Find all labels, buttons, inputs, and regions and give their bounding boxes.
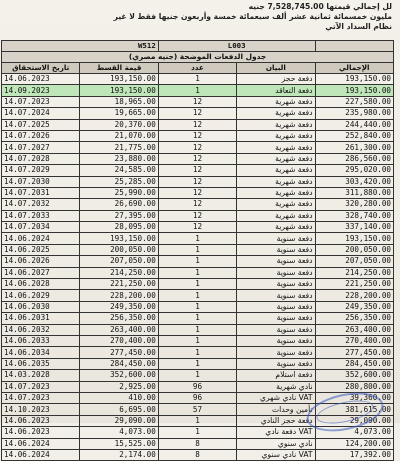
row-date: 14.06.2030 bbox=[2, 301, 80, 312]
table-row bbox=[2, 449, 394, 460]
row-amount: 410.00 bbox=[80, 392, 158, 403]
row-amount: 284,450.00 bbox=[80, 358, 158, 369]
row-description: دفعة سنوية bbox=[237, 244, 315, 255]
row-amount: 20,370.00 bbox=[80, 119, 158, 130]
col-desc-header: البيان bbox=[237, 63, 315, 74]
row-total: 303,420.00 bbox=[315, 176, 393, 187]
row-date: 14.07.2029 bbox=[2, 165, 80, 176]
header-total-suffix: جنيه bbox=[248, 2, 265, 11]
row-count: 8 bbox=[158, 438, 236, 449]
row-date: 14.06.2029 bbox=[2, 290, 80, 301]
col-total-header: الإجمالي bbox=[315, 63, 393, 74]
row-date: 14.07.2032 bbox=[2, 199, 80, 210]
row-total: 286,560.00 bbox=[315, 153, 393, 164]
row-amount: 2,925.00 bbox=[80, 381, 158, 392]
row-description: دفعة شهرية bbox=[237, 153, 315, 164]
table-row bbox=[2, 279, 394, 290]
row-amount: 19,665.00 bbox=[80, 108, 158, 119]
row-count: 8 bbox=[158, 449, 236, 460]
document-header bbox=[8, 2, 392, 32]
row-description: دفعة سنوية bbox=[237, 279, 315, 290]
row-amount: 27,395.00 bbox=[80, 210, 158, 221]
row-total: 320,280.00 bbox=[315, 199, 393, 210]
meta-empty bbox=[315, 41, 393, 52]
table-row bbox=[2, 142, 394, 153]
row-description: دفعة سنوية bbox=[237, 358, 315, 369]
row-total: 193,150.00 bbox=[315, 233, 393, 244]
row-description: تأمين وحدات bbox=[237, 404, 315, 415]
row-description: دفعة سنوية bbox=[237, 267, 315, 278]
row-description: دفعة شهرية bbox=[237, 210, 315, 221]
row-count: 1 bbox=[158, 74, 236, 85]
row-count: 1 bbox=[158, 358, 236, 369]
row-amount: 25,990.00 bbox=[80, 187, 158, 198]
row-amount: 21,775.00 bbox=[80, 142, 158, 153]
row-date: 14.07.2033 bbox=[2, 210, 80, 221]
table-row bbox=[2, 165, 394, 176]
row-count: 1 bbox=[158, 427, 236, 438]
row-date: 14.06.2032 bbox=[2, 324, 80, 335]
row-total: 284,450.00 bbox=[315, 358, 393, 369]
row-amount: 18,965.00 bbox=[80, 96, 158, 107]
table-row bbox=[2, 267, 394, 278]
row-date: 14.06.2026 bbox=[2, 256, 80, 267]
row-amount: 25,285.00 bbox=[80, 176, 158, 187]
row-date: 14.10.2023 bbox=[2, 404, 80, 415]
row-count: 96 bbox=[158, 392, 236, 403]
table-row bbox=[2, 358, 394, 369]
row-amount: 214,250.00 bbox=[80, 267, 158, 278]
row-amount: 249,350.00 bbox=[80, 301, 158, 312]
row-amount: 221,250.00 bbox=[80, 279, 158, 290]
row-count: 1 bbox=[158, 335, 236, 346]
row-date: 14.06.2027 bbox=[2, 267, 80, 278]
row-total: 337,140.00 bbox=[315, 222, 393, 233]
header-total-line bbox=[8, 2, 392, 12]
row-description: دفعة استلام bbox=[237, 370, 315, 381]
table-row bbox=[2, 96, 394, 107]
row-count: 12 bbox=[158, 165, 236, 176]
column-header-row bbox=[2, 63, 394, 74]
row-amount: 256,350.00 bbox=[80, 313, 158, 324]
row-count: 12 bbox=[158, 130, 236, 141]
row-description: دفعة شهرية bbox=[237, 130, 315, 141]
table-row bbox=[2, 370, 394, 381]
table-row bbox=[2, 176, 394, 187]
row-count: 1 bbox=[158, 244, 236, 255]
row-amount: 193,150.00 bbox=[80, 233, 158, 244]
meta-code-b: L003 bbox=[158, 41, 315, 52]
row-count: 1 bbox=[158, 301, 236, 312]
table-row bbox=[2, 130, 394, 141]
row-total: 295,020.00 bbox=[315, 165, 393, 176]
row-count: 57 bbox=[158, 404, 236, 415]
row-date: 14.07.2027 bbox=[2, 142, 80, 153]
row-date: 14.07.2026 bbox=[2, 130, 80, 141]
row-description: دفعة التعاقد bbox=[237, 85, 315, 96]
row-amount: 6,695.00 bbox=[80, 404, 158, 415]
section-row bbox=[2, 52, 394, 63]
row-amount: 207,050.00 bbox=[80, 256, 158, 267]
row-description: VAT نادي شهري bbox=[237, 392, 315, 403]
row-amount: 277,450.00 bbox=[80, 347, 158, 358]
row-count: 12 bbox=[158, 187, 236, 198]
row-description: دفعة سنوية bbox=[237, 290, 315, 301]
row-amount: 2,174.00 bbox=[80, 449, 158, 460]
row-description: دفعة حجز النادي bbox=[237, 415, 315, 426]
col-date-header: تاريخ الاستحقاق bbox=[2, 63, 80, 74]
table-row bbox=[2, 119, 394, 130]
row-date: 14.07.2023 bbox=[2, 96, 80, 107]
row-description: دفعة سنوية bbox=[237, 301, 315, 312]
row-description: دفعة شهرية bbox=[237, 176, 315, 187]
table-row bbox=[2, 256, 394, 267]
section-title: جدول الدفعات الموضحة (جنيه مصري) bbox=[2, 52, 394, 63]
row-total: 280,800.00 bbox=[315, 381, 393, 392]
row-total: 193,150.00 bbox=[315, 85, 393, 96]
row-total: 244,440.00 bbox=[315, 119, 393, 130]
row-count: 1 bbox=[158, 415, 236, 426]
header-amount-in-words: مليون خمسمائة ثمانية عشر ألف سبعمائة خمسة وأربعون جنيها فقط لا غير bbox=[113, 12, 392, 21]
row-date: 14.07.2034 bbox=[2, 222, 80, 233]
row-date: 14.06.2033 bbox=[2, 335, 80, 346]
table-row bbox=[2, 301, 394, 312]
row-count: 1 bbox=[158, 85, 236, 96]
table-row bbox=[2, 313, 394, 324]
row-date: 14.07.2025 bbox=[2, 119, 80, 130]
row-description: دفعة سنوية bbox=[237, 233, 315, 244]
row-date: 14.06.2023 bbox=[2, 415, 80, 426]
table-row bbox=[2, 153, 394, 164]
meta-code-a: W512 bbox=[2, 41, 159, 52]
col-amount-header: قيمة القسط bbox=[80, 63, 158, 74]
row-date: 14.06.2031 bbox=[2, 313, 80, 324]
row-amount: 28,095.00 bbox=[80, 222, 158, 233]
row-amount: 270,400.00 bbox=[80, 335, 158, 346]
row-count: 1 bbox=[158, 290, 236, 301]
table-row bbox=[2, 347, 394, 358]
table-row bbox=[2, 244, 394, 255]
row-total: 17,392.00 bbox=[315, 449, 393, 460]
row-date: 14.07.2024 bbox=[2, 108, 80, 119]
row-description: دفعة شهرية bbox=[237, 165, 315, 176]
row-total: 214,250.00 bbox=[315, 267, 393, 278]
table-row bbox=[2, 438, 394, 449]
table-row bbox=[2, 85, 394, 96]
table-row bbox=[2, 210, 394, 221]
row-date: 14.06.2025 bbox=[2, 244, 80, 255]
table-row bbox=[2, 324, 394, 335]
row-total: 263,400.00 bbox=[315, 324, 393, 335]
row-total: 352,600.00 bbox=[315, 370, 393, 381]
row-total: 124,200.00 bbox=[315, 438, 393, 449]
row-count: 12 bbox=[158, 210, 236, 221]
row-date: 14.07.2028 bbox=[2, 153, 80, 164]
table-row bbox=[2, 290, 394, 301]
row-total: 4,073.00 bbox=[315, 427, 393, 438]
row-total: 381,615.00 bbox=[315, 404, 393, 415]
row-date: 14.06.2023 bbox=[2, 74, 80, 85]
row-count: 1 bbox=[158, 256, 236, 267]
row-description: VAT دفعة نادي bbox=[237, 427, 315, 438]
row-amount: 352,600.00 bbox=[80, 370, 158, 381]
row-description: دفعة شهرية bbox=[237, 142, 315, 153]
row-amount: 29,090.00 bbox=[80, 415, 158, 426]
row-total: 228,200.00 bbox=[315, 290, 393, 301]
header-total-amount: 7,528,745.00 bbox=[267, 2, 324, 11]
header-payment-system: نظام السداد الآتي bbox=[325, 22, 392, 31]
row-count: 12 bbox=[158, 108, 236, 119]
row-description: دفعة سنوية bbox=[237, 324, 315, 335]
row-count: 1 bbox=[158, 267, 236, 278]
row-description: دفعة حجز bbox=[237, 74, 315, 85]
row-date: 14.06.2023 bbox=[2, 427, 80, 438]
row-total: 261,300.00 bbox=[315, 142, 393, 153]
row-amount: 15,525.00 bbox=[80, 438, 158, 449]
row-description: VAT نادي سنوي bbox=[237, 449, 315, 460]
row-count: 12 bbox=[158, 96, 236, 107]
row-count: 12 bbox=[158, 119, 236, 130]
row-amount: 26,690.00 bbox=[80, 199, 158, 210]
table-row bbox=[2, 199, 394, 210]
row-description: نادي سنوي bbox=[237, 438, 315, 449]
row-count: 12 bbox=[158, 153, 236, 164]
table-row bbox=[2, 222, 394, 233]
table-row bbox=[2, 335, 394, 346]
row-total: 277,450.00 bbox=[315, 347, 393, 358]
row-date: 14.06.2024 bbox=[2, 438, 80, 449]
row-description: دفعة سنوية bbox=[237, 335, 315, 346]
row-date: 14.06.2034 bbox=[2, 347, 80, 358]
row-total: 227,580.00 bbox=[315, 96, 393, 107]
row-description: دفعة شهرية bbox=[237, 187, 315, 198]
table-row bbox=[2, 74, 394, 85]
col-count-header: عدد bbox=[158, 63, 236, 74]
row-total: 207,050.00 bbox=[315, 256, 393, 267]
row-date: 14.06.2024 bbox=[2, 233, 80, 244]
row-total: 200,050.00 bbox=[315, 244, 393, 255]
row-count: 1 bbox=[158, 324, 236, 335]
meta-row bbox=[2, 41, 394, 52]
row-date: 14.06.2028 bbox=[2, 279, 80, 290]
row-total: 270,400.00 bbox=[315, 335, 393, 346]
row-date: 14.09.2023 bbox=[2, 85, 80, 96]
row-date: 14.07.2030 bbox=[2, 176, 80, 187]
table-row bbox=[2, 381, 394, 392]
row-date: 14.07.2031 bbox=[2, 187, 80, 198]
row-count: 12 bbox=[158, 176, 236, 187]
table-row bbox=[2, 233, 394, 244]
row-total: 328,740.00 bbox=[315, 210, 393, 221]
row-description: دفعة شهرية bbox=[237, 119, 315, 130]
row-count: 96 bbox=[158, 381, 236, 392]
row-description: دفعة شهرية bbox=[237, 96, 315, 107]
row-total: 256,350.00 bbox=[315, 313, 393, 324]
header-total-prefix: لل إجمالي قيمتها bbox=[326, 2, 392, 11]
row-date: 14.06.2024 bbox=[2, 449, 80, 460]
row-amount: 193,150.00 bbox=[80, 85, 158, 96]
row-date: 14.03.2028 bbox=[2, 370, 80, 381]
row-total: 311,880.00 bbox=[315, 187, 393, 198]
row-total: 252,840.00 bbox=[315, 130, 393, 141]
row-total: 29,090.00 bbox=[315, 415, 393, 426]
row-amount: 193,150.00 bbox=[80, 74, 158, 85]
row-description: نادي شهرية bbox=[237, 381, 315, 392]
row-count: 1 bbox=[158, 347, 236, 358]
row-amount: 21,070.00 bbox=[80, 130, 158, 141]
table-row bbox=[2, 108, 394, 119]
row-description: دفعة سنوية bbox=[237, 313, 315, 324]
row-description: دفعة سنوية bbox=[237, 256, 315, 267]
row-count: 1 bbox=[158, 279, 236, 290]
row-description: دفعة شهرية bbox=[237, 222, 315, 233]
row-amount: 24,585.00 bbox=[80, 165, 158, 176]
table-row bbox=[2, 187, 394, 198]
row-description: دفعة شهرية bbox=[237, 108, 315, 119]
row-count: 12 bbox=[158, 199, 236, 210]
row-date: 14.07.2023 bbox=[2, 392, 80, 403]
row-total: 39,360.00 bbox=[315, 392, 393, 403]
row-total: 249,350.00 bbox=[315, 301, 393, 312]
row-amount: 23,880.00 bbox=[80, 153, 158, 164]
row-amount: 200,050.00 bbox=[80, 244, 158, 255]
row-date: 14.07.2023 bbox=[2, 381, 80, 392]
row-description: دفعة شهرية bbox=[237, 199, 315, 210]
row-total: 235,980.00 bbox=[315, 108, 393, 119]
row-count: 12 bbox=[158, 142, 236, 153]
row-total: 193,150.00 bbox=[315, 74, 393, 85]
row-amount: 263,400.00 bbox=[80, 324, 158, 335]
row-date: 14.06.2035 bbox=[2, 358, 80, 369]
row-amount: 4,073.00 bbox=[80, 427, 158, 438]
row-count: 1 bbox=[158, 370, 236, 381]
row-count: 1 bbox=[158, 313, 236, 324]
row-count: 1 bbox=[158, 233, 236, 244]
row-count: 12 bbox=[158, 222, 236, 233]
row-amount: 228,200.00 bbox=[80, 290, 158, 301]
row-description: دفعة سنوية bbox=[237, 347, 315, 358]
row-total: 221,250.00 bbox=[315, 279, 393, 290]
